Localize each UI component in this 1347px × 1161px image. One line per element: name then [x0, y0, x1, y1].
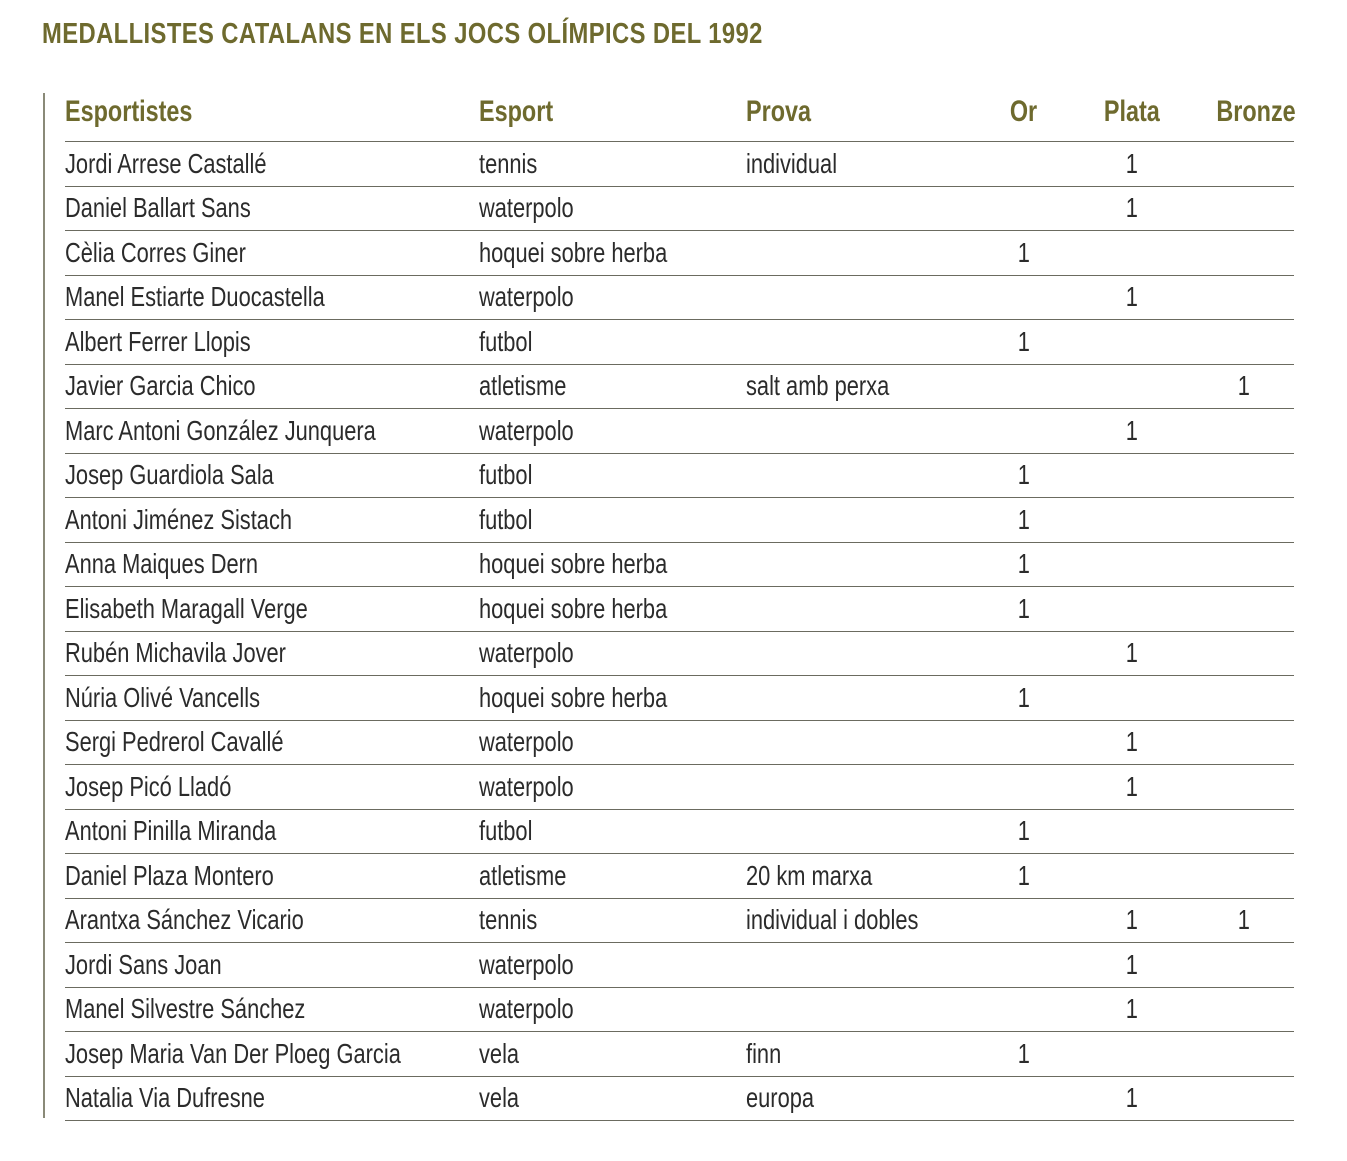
cell-sport: vela	[479, 1032, 746, 1077]
table-row	[65, 809, 1294, 854]
cell-sport: waterpolo	[479, 409, 746, 454]
cell-sport: futbol	[479, 498, 746, 543]
cell-event	[746, 809, 978, 854]
table-row	[65, 765, 1294, 810]
cell-silver	[1070, 364, 1194, 409]
cell-athlete: Cèlia Corres Giner	[65, 231, 479, 276]
cell-event: individual i dobles	[746, 898, 978, 943]
cell-gold	[978, 987, 1070, 1032]
cell-event	[746, 765, 978, 810]
cell-bronze	[1194, 943, 1294, 988]
cell-athlete: Natalia Via Dufresne	[65, 1076, 479, 1121]
table-row	[65, 275, 1294, 320]
cell-gold	[978, 720, 1070, 765]
header-athlete: Esportistes	[65, 83, 479, 142]
cell-athlete: Josep Maria Van Der Ploeg Garcia	[65, 1032, 479, 1077]
cell-sport: hoquei sobre herba	[479, 542, 746, 587]
cell-bronze	[1194, 275, 1294, 320]
cell-silver: 1	[1070, 720, 1194, 765]
cell-sport: hoquei sobre herba	[479, 676, 746, 721]
cell-bronze	[1194, 542, 1294, 587]
cell-gold	[978, 898, 1070, 943]
cell-gold: 1	[978, 809, 1070, 854]
cell-sport: tennis	[479, 898, 746, 943]
cell-silver: 1	[1070, 186, 1194, 231]
cell-silver: 1	[1070, 409, 1194, 454]
cell-event: 20 km marxa	[746, 854, 978, 899]
header-gold: Or	[978, 83, 1070, 142]
cell-silver: 1	[1070, 275, 1194, 320]
cell-sport: futbol	[479, 320, 746, 365]
cell-silver: 1	[1070, 898, 1194, 943]
cell-sport: waterpolo	[479, 275, 746, 320]
cell-gold: 1	[978, 587, 1070, 632]
table-header-row	[65, 83, 1294, 142]
table-row	[65, 676, 1294, 721]
cell-silver	[1070, 231, 1194, 276]
cell-bronze: 1	[1194, 898, 1294, 943]
table-row	[65, 943, 1294, 988]
cell-silver	[1070, 453, 1194, 498]
table-row	[65, 631, 1294, 676]
table-row	[65, 364, 1294, 409]
cell-athlete: Javier Garcia Chico	[65, 364, 479, 409]
left-rule	[43, 93, 45, 1118]
cell-silver	[1070, 542, 1194, 587]
cell-sport: waterpolo	[479, 631, 746, 676]
page-title: MEDALLISTES CATALANS EN ELS JOCS OLÍMPICS DEL 1992	[42, 18, 763, 50]
cell-event	[746, 453, 978, 498]
cell-athlete: Daniel Plaza Montero	[65, 854, 479, 899]
cell-bronze	[1194, 720, 1294, 765]
table-row	[65, 320, 1294, 365]
cell-gold	[978, 186, 1070, 231]
header-bronze: Bronze	[1194, 83, 1294, 142]
cell-silver: 1	[1070, 987, 1194, 1032]
cell-athlete: Núria Olivé Vancells	[65, 676, 479, 721]
cell-athlete: Manel Estiarte Duocastella	[65, 275, 479, 320]
cell-bronze	[1194, 676, 1294, 721]
cell-sport: futbol	[479, 809, 746, 854]
cell-athlete: Rubén Michavila Jover	[65, 631, 479, 676]
table-row	[65, 720, 1294, 765]
cell-sport: waterpolo	[479, 720, 746, 765]
cell-event	[746, 498, 978, 543]
table-body	[65, 142, 1294, 1121]
cell-gold	[978, 943, 1070, 988]
cell-bronze	[1194, 409, 1294, 454]
cell-silver: 1	[1070, 1076, 1194, 1121]
cell-sport: tennis	[479, 142, 746, 187]
cell-bronze	[1194, 186, 1294, 231]
medalists-table-container	[65, 83, 1294, 1121]
cell-bronze	[1194, 809, 1294, 854]
header-silver: Plata	[1070, 83, 1194, 142]
cell-sport: hoquei sobre herba	[479, 231, 746, 276]
cell-athlete: Anna Maiques Dern	[65, 542, 479, 587]
cell-bronze: 1	[1194, 364, 1294, 409]
medalists-table	[65, 83, 1294, 1121]
header-sport: Esport	[479, 83, 746, 142]
cell-athlete: Jordi Sans Joan	[65, 943, 479, 988]
cell-sport: waterpolo	[479, 943, 746, 988]
cell-gold: 1	[978, 498, 1070, 543]
cell-gold	[978, 631, 1070, 676]
cell-bronze	[1194, 142, 1294, 187]
cell-event	[746, 676, 978, 721]
cell-bronze	[1194, 231, 1294, 276]
table-row	[65, 186, 1294, 231]
table-row	[65, 142, 1294, 187]
cell-bronze	[1194, 453, 1294, 498]
cell-athlete: Albert Ferrer Llopis	[65, 320, 479, 365]
table-row	[65, 898, 1294, 943]
table-row	[65, 854, 1294, 899]
cell-sport: futbol	[479, 453, 746, 498]
cell-sport: waterpolo	[479, 186, 746, 231]
cell-gold	[978, 275, 1070, 320]
cell-gold	[978, 409, 1070, 454]
cell-athlete: Daniel Ballart Sans	[65, 186, 479, 231]
cell-event: europa	[746, 1076, 978, 1121]
cell-silver: 1	[1070, 943, 1194, 988]
cell-athlete: Arantxa Sánchez Vicario	[65, 898, 479, 943]
cell-gold	[978, 142, 1070, 187]
cell-event	[746, 275, 978, 320]
table-row	[65, 453, 1294, 498]
cell-event	[746, 987, 978, 1032]
cell-athlete: Elisabeth Maragall Verge	[65, 587, 479, 632]
cell-silver	[1070, 1032, 1194, 1077]
cell-silver: 1	[1070, 631, 1194, 676]
cell-sport: waterpolo	[479, 765, 746, 810]
table-row	[65, 542, 1294, 587]
cell-athlete: Josep Picó Lladó	[65, 765, 479, 810]
cell-sport: hoquei sobre herba	[479, 587, 746, 632]
table-row	[65, 1076, 1294, 1121]
cell-sport: atletisme	[479, 854, 746, 899]
cell-silver	[1070, 498, 1194, 543]
cell-silver	[1070, 676, 1194, 721]
cell-bronze	[1194, 320, 1294, 365]
cell-athlete: Antoni Pinilla Miranda	[65, 809, 479, 854]
cell-sport: waterpolo	[479, 987, 746, 1032]
table-row	[65, 498, 1294, 543]
cell-bronze	[1194, 498, 1294, 543]
header-event: Prova	[746, 83, 978, 142]
cell-bronze	[1194, 765, 1294, 810]
cell-bronze	[1194, 854, 1294, 899]
table-row	[65, 231, 1294, 276]
cell-event	[746, 943, 978, 988]
cell-bronze	[1194, 1032, 1294, 1077]
cell-event: salt amb perxa	[746, 364, 978, 409]
cell-event	[746, 409, 978, 454]
cell-event	[746, 186, 978, 231]
cell-athlete: Marc Antoni González Junquera	[65, 409, 479, 454]
cell-event: finn	[746, 1032, 978, 1077]
cell-sport: atletisme	[479, 364, 746, 409]
cell-gold: 1	[978, 854, 1070, 899]
cell-bronze	[1194, 631, 1294, 676]
cell-event	[746, 587, 978, 632]
cell-gold: 1	[978, 542, 1070, 587]
cell-event	[746, 231, 978, 276]
cell-gold: 1	[978, 1032, 1070, 1077]
cell-gold: 1	[978, 453, 1070, 498]
table-row	[65, 587, 1294, 632]
table-row	[65, 409, 1294, 454]
cell-sport: vela	[479, 1076, 746, 1121]
cell-silver: 1	[1070, 142, 1194, 187]
cell-gold	[978, 765, 1070, 810]
cell-bronze	[1194, 587, 1294, 632]
cell-event: individual	[746, 142, 978, 187]
cell-gold: 1	[978, 676, 1070, 721]
cell-event	[746, 542, 978, 587]
cell-gold: 1	[978, 320, 1070, 365]
cell-silver	[1070, 854, 1194, 899]
cell-event	[746, 631, 978, 676]
cell-athlete: Manel Silvestre Sánchez	[65, 987, 479, 1032]
cell-gold: 1	[978, 231, 1070, 276]
cell-athlete: Josep Guardiola Sala	[65, 453, 479, 498]
cell-gold	[978, 1076, 1070, 1121]
table-row	[65, 987, 1294, 1032]
cell-athlete: Antoni Jiménez Sistach	[65, 498, 479, 543]
cell-silver	[1070, 809, 1194, 854]
cell-silver	[1070, 587, 1194, 632]
cell-bronze	[1194, 987, 1294, 1032]
cell-event	[746, 320, 978, 365]
cell-bronze	[1194, 1076, 1294, 1121]
cell-gold	[978, 364, 1070, 409]
cell-athlete: Jordi Arrese Castallé	[65, 142, 479, 187]
table-row	[65, 1032, 1294, 1077]
cell-silver: 1	[1070, 765, 1194, 810]
cell-athlete: Sergi Pedrerol Cavallé	[65, 720, 479, 765]
cell-event	[746, 720, 978, 765]
cell-silver	[1070, 320, 1194, 365]
